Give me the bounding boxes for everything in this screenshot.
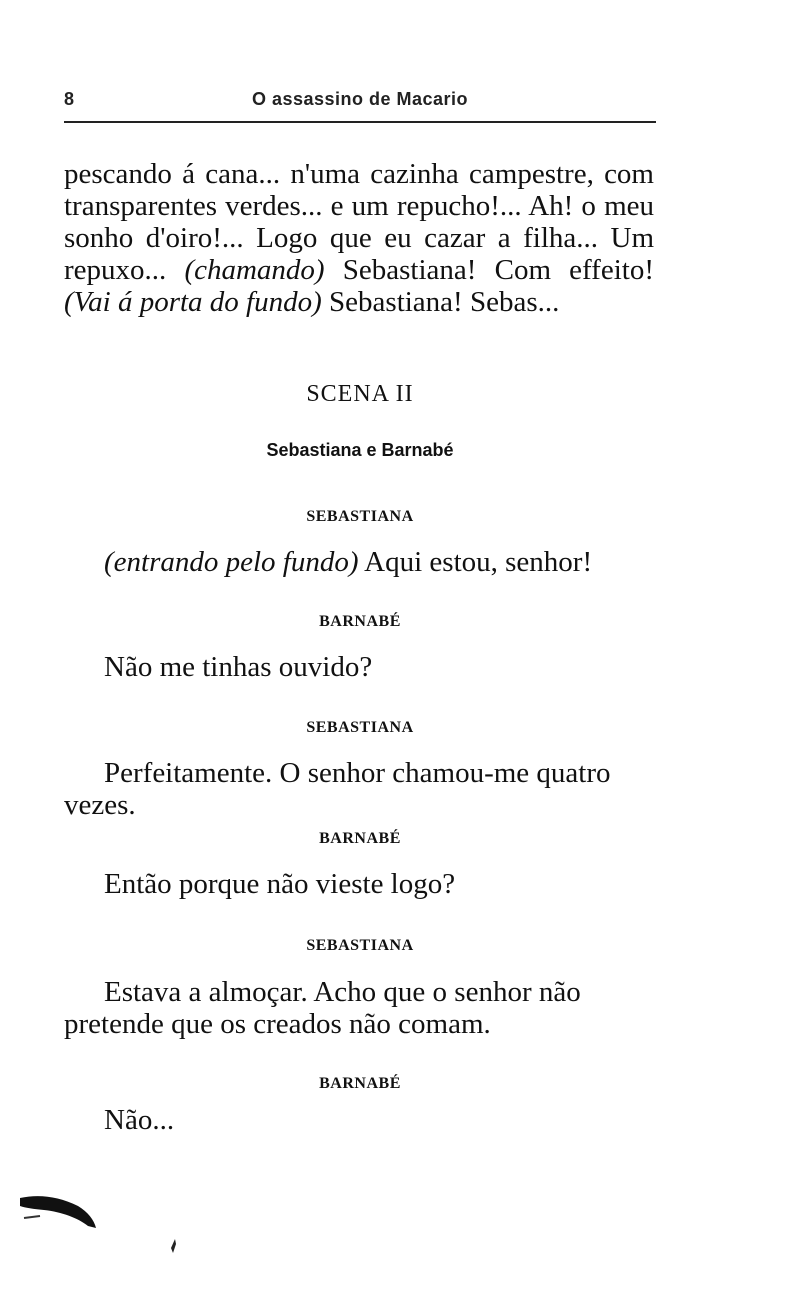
dialogue-line: Perfeitamente. O senhor chamou-me quatro vezes. <box>64 757 611 821</box>
opening-paragraph <box>64 158 654 318</box>
dialogue-line: Então porque não vieste logo? <box>104 868 456 900</box>
running-title: O assassino de Macario <box>251 89 469 109</box>
speaker-label: BARNABÉ <box>319 613 401 630</box>
page-number: 8 <box>64 89 75 109</box>
ink-smudge <box>18 1192 98 1232</box>
scene-title: SCENA II <box>306 381 414 407</box>
speaker-label: SEBASTIANA <box>306 719 414 736</box>
paragraph-text: pescando á cana... n'uma cazinha campestre, com transparentes verdes... e um repucho!... Ah! o meu sonho d'oiro!... Logo que eu cazar a filha... Um repuxo... <box>64 158 654 286</box>
scene-characters: Sebastiana e Barnabé <box>266 440 454 460</box>
ink-speck <box>168 1238 178 1254</box>
speaker-label: BARNABÉ <box>319 830 401 847</box>
stage-direction: (entrando pelo fundo) <box>104 546 359 578</box>
paragraph-text: Sebastiana! Com effeito! <box>324 254 654 286</box>
stage-direction: (chamando) <box>184 254 325 286</box>
speaker-label: SEBASTIANA <box>306 508 414 525</box>
stage-direction: (Vai á porta do fundo) <box>64 286 322 318</box>
dialogue-text: Aqui estou, senhor! <box>358 546 593 578</box>
dialogue-line: Estava a almoçar. Acho que o senhor não pretende que os creados não comam. <box>64 976 581 1040</box>
paragraph-text: Sebastiana! Sebas... <box>321 286 560 318</box>
dialogue-line <box>64 546 664 578</box>
header-rule <box>64 121 656 123</box>
dialogue-line: Não... <box>104 1104 175 1136</box>
speaker-label: BARNABÉ <box>319 1075 401 1092</box>
speaker-label: SEBASTIANA <box>306 937 414 954</box>
dialogue-line: Não me tinhas ouvido? <box>104 651 373 683</box>
